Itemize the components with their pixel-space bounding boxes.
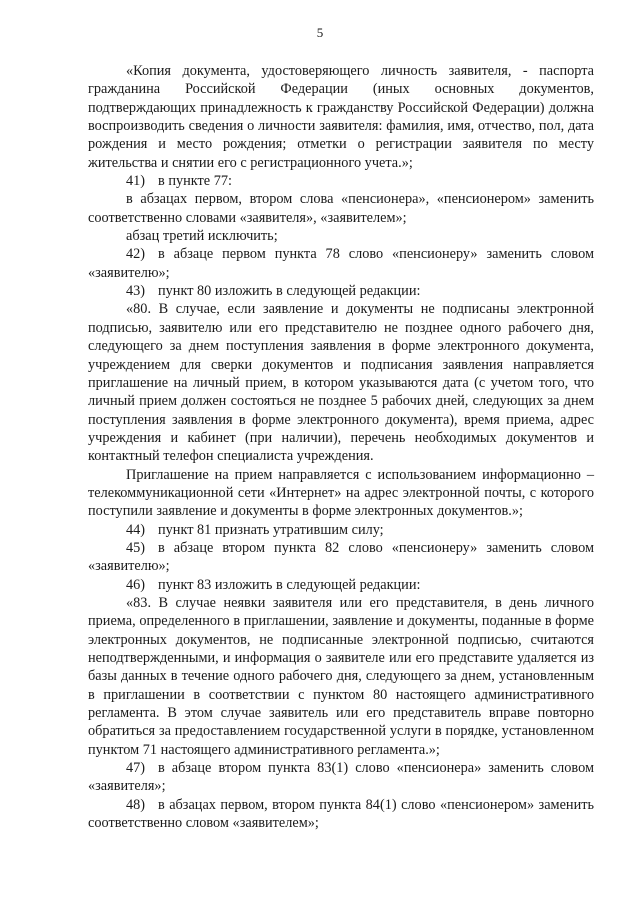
paragraph-replace-words: в абзацах первом, втором слова «пенсионера», «пенсионером» заменить соответственно словами «заявителя», «заявителем»; bbox=[88, 191, 594, 226]
paragraph-clause-80: «80. В случае, если заявление и документы не подписаны электронной подписью, заявителю или его представителю не позднее одного рабочего дня, следующего за днем поступления заявления в форме электронного документа, учреждением для сверки документов и подписания заявления направляется приглашение на личный прием, в котором указываются дата (с учетом того, что личный прием должен состояться не позднее 5 рабочих дней, следующих за днем поступления заявления в форме электронного документа), время приема, адрес учреждения и кабинет (при наличии), перечень необходимых документов и контактный телефон специалиста учреждения. bbox=[88, 301, 594, 465]
page-number: 5 bbox=[316, 25, 324, 40]
item-text: в абзаце втором пункта 83(1) слово «пенсионера» заменить словом «заявителя»; bbox=[88, 760, 594, 795]
item-number: 47) bbox=[126, 760, 146, 777]
item-number: 44) bbox=[126, 521, 146, 538]
item-number: 46) bbox=[126, 576, 146, 593]
item-text: пункт 81 признать утратившим силу; bbox=[158, 521, 384, 538]
item-text: в пункте 77: bbox=[158, 173, 232, 190]
item-text: в абзаце первом пункта 78 слово «пенсионеру» заменить словом «заявителю»; bbox=[88, 246, 594, 281]
list-item-42 bbox=[88, 245, 594, 282]
item-number: 45) bbox=[126, 539, 146, 556]
item-text: в абзаце втором пункта 82 слово «пенсионеру» заменить словом «заявителю»; bbox=[88, 539, 594, 575]
list-item-43 bbox=[88, 282, 594, 300]
paragraph-invitation: Приглашение на прием направляется с использованием информационно – телекоммуникационной сети «Интернет» на адрес электронной почты, с которого поступили заявление и документы в форме электронных документов.»; bbox=[88, 466, 594, 520]
item-text: пункт 83 изложить в следующей редакции: bbox=[158, 576, 421, 593]
document-body bbox=[88, 62, 594, 832]
item-number: 42) bbox=[126, 246, 146, 263]
item-text: пункт 80 изложить в следующей редакции: bbox=[158, 283, 421, 300]
item-text: в абзацах первом, втором пункта 84(1) слово «пенсионером» заменить соответственно словом «заявителем»; bbox=[88, 796, 594, 832]
paragraph-exclude-third: абзац третий исключить; bbox=[126, 228, 278, 245]
list-item-44 bbox=[88, 521, 594, 539]
list-item-45 bbox=[88, 539, 594, 576]
item-number: 43) bbox=[126, 283, 146, 300]
list-item-41 bbox=[88, 172, 594, 190]
list-item-46 bbox=[88, 576, 594, 594]
item-number: 48) bbox=[126, 796, 146, 813]
list-item-47 bbox=[88, 759, 594, 796]
paragraph-clause-83: «83. В случае неявки заявителя или его представителя, в день личного приема, определенного в приглашении, заявление и документы, поданные в форме электронных документов, не подписанные электронной подписью, считаются неподтвержденными, и информация о заявителе или его представите удаляется из базы данных в течение одного рабочего дня, следующего за днем, установленным в приглашении в соответствии с пунктом 80 настоящего административного регламента. В этом случае заявитель или его представитель вправе повторно обратиться за предоставлением государственной услуги в порядке, установленном пунктом 71 настоящего административного регламента.»; bbox=[88, 594, 594, 758]
item-number: 41) bbox=[126, 173, 146, 190]
list-item-48 bbox=[88, 796, 594, 833]
paragraph-passport-copy: «Копия документа, удостоверяющего личность заявителя, - паспорта гражданина Российской Федерации (иных основных документов, подтверждающих принадлежность к гражданству Российской Федерации) должна воспроизводить сведения о личности заявителя: фамилия, имя, отчество, пол, дата рождения и место рождения; отметки о регистрации заявителя по месту жительства и снятии его с регистрационного учета.»; bbox=[88, 63, 594, 171]
